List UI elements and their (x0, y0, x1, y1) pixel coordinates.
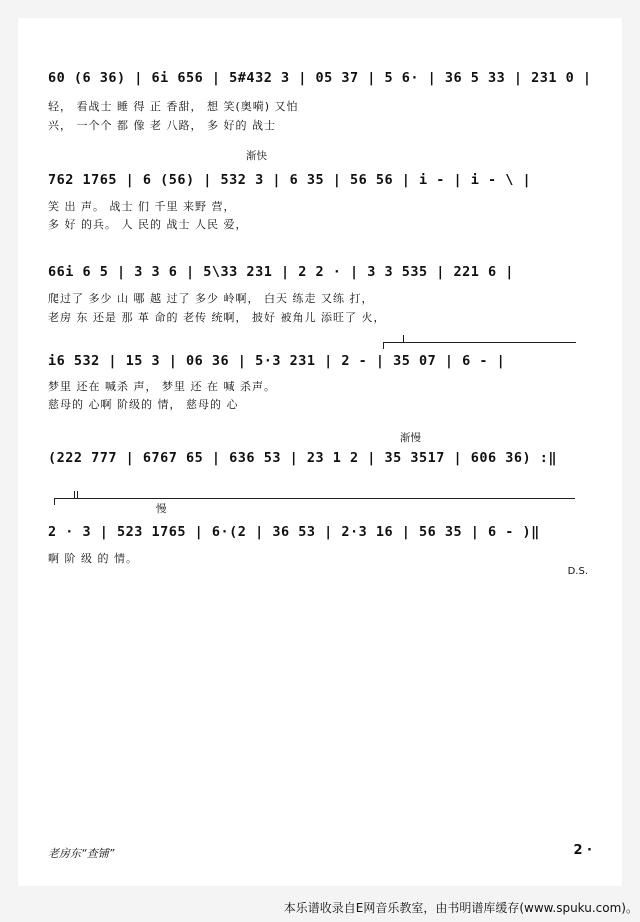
system-2-lyrics-2: 多 好 的兵。 人 民的 战士 人民 爱， (48, 218, 248, 231)
tempo-mark-3: 慢 (156, 503, 167, 515)
system-4-lyrics-1: 梦里 还在 喊杀 声， 梦里 还 在 喊 杀声。 (48, 380, 276, 393)
system-6-lyrics: 啊 阶 级 的 情。 (48, 552, 138, 565)
song-title: 老房东“查铺” (48, 847, 115, 860)
volta-2: II (54, 498, 575, 505)
system-1-lyrics-1: 轻， 看战士 睡 得 正 香甜， 想 笑(奥嗬) 又怕 (48, 100, 299, 113)
system-2-notes: 762 1765 | 6 (56) | 532 3 | 6 35 | 56 56 | i - | i - \ | (48, 172, 532, 188)
system-2-lyrics-1: 笑 出 声。 战士 们 千里 来野 营， (48, 200, 236, 213)
system-6-notes: 2 · 3 | 523 1765 | 6·(2 | 36 53 | 2·3 16 | 56 35 | 6 - )‖ (48, 524, 540, 540)
system-3-lyrics-2: 老房 东 还是 那 革 命的 老传 统啊， 披好 被角儿 添旺了 火， (48, 311, 386, 324)
system-5-notes: (222 777 | 6767 65 | 636 53 | 23 1 2 | 35 3517 | 606 36) :‖ (48, 450, 558, 466)
system-3-notes: 66i 6 5 | 3 3 6 | 5\33 231 | 2 2 · | 3 3 535 | 221 6 | (48, 264, 514, 280)
page-number: 2 · (573, 843, 592, 858)
system-4-lyrics-2: 慈母的 心啊 阶级的 情， 慈母的 心 (48, 398, 239, 411)
system-4-notes: i6 532 | 15 3 | 06 36 | 5·3 231 | 2 - | 35 07 | 6 - | (48, 353, 506, 369)
tempo-mark-2: 渐慢 (400, 432, 421, 444)
system-3-lyrics-1: 爬过了 多少 山 哪 越 过了 多少 岭啊， 白天 练走 又练 打， (48, 292, 374, 305)
watermark: 本乐谱收录自E网音乐教室，由书明谱库缓存(www.spuku.com)。 (283, 901, 638, 915)
volta-1: I (383, 342, 576, 349)
system-1-notes: 60 (6 36) | 6i 656 | 5#432 3 | 05 37 | 5 6· | 36 5 33 | 231 0 | (48, 70, 592, 86)
system-1-lyrics-2: 兴， 一个个 都 像 老 八路， 多 好的 战士 (48, 119, 276, 132)
tempo-mark-1: 渐快 (246, 150, 267, 162)
score-page (18, 18, 622, 886)
ds-mark: D.S. (567, 566, 588, 577)
